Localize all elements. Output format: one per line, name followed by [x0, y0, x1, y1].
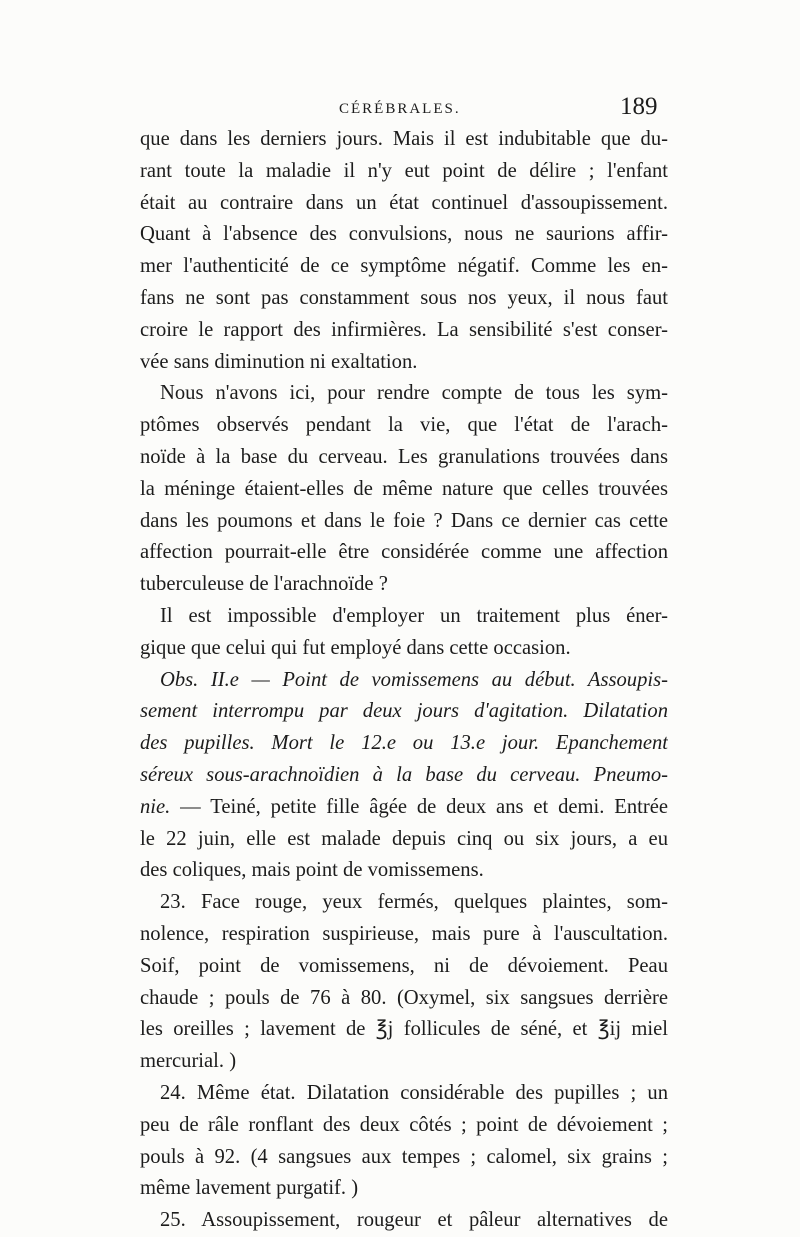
text-line: noïde à la base du cerveau. Les granulations trouvées dans	[140, 445, 668, 468]
text-line: dans les poumons et dans le foie ? Dans ce dernier cas cette	[140, 509, 668, 532]
text-line: même lavement purgatif. )	[140, 1177, 359, 1200]
text-line: 25. Assoupissement, rougeur et pâleur alternatives de	[160, 1209, 668, 1232]
text-line: des coliques, mais point de vomissemens.	[140, 859, 484, 882]
text-line: la méninge étaient-elles de même nature que celles trouvées	[140, 477, 668, 500]
text-line: mer l'authenticité de ce symptôme négatif. Comme les en-	[140, 255, 668, 278]
text-line: était au contraire dans un état continuel d'assoupissement.	[140, 191, 668, 214]
text-line: peu de râle ronflant des deux côtés ; point de dévoiement ;	[140, 1113, 668, 1136]
text-line: Nous n'avons ici, pour rendre compte de tous les sym-	[160, 382, 668, 405]
observation-heading-line: Obs. II.e — Point de vomissemens au début. Assoupis-	[160, 668, 668, 691]
text-line: que dans les derniers jours. Mais il est indubitable que du-	[140, 128, 668, 150]
text-line: affection pourrait-elle être considérée comme une affection	[140, 541, 668, 564]
observation-heading-line: des pupilles. Mort le 12.e ou 13.e jour. Epanchement	[140, 732, 668, 755]
running-title: CÉRÉBRALES.	[339, 101, 461, 117]
text-line: fans ne sont pas constamment sous nos yeux, il nous faut	[140, 286, 668, 309]
text-line: croire le rapport des infirmières. La sensibilité s'est conser-	[140, 318, 668, 341]
page-body	[140, 124, 668, 1237]
text-line	[140, 792, 668, 824]
observation-heading-line: sement interrompu par deux jours d'agitation. Dilatation	[140, 700, 668, 723]
text-line: 23. Face rouge, yeux fermés, quelques plaintes, som-	[160, 891, 668, 914]
text-line: ptômes observés pendant la vie, que l'état de l'arach-	[140, 414, 668, 437]
observation-text-start: — Teiné, petite fille âgée de deux ans et demi. Entrée	[170, 795, 668, 818]
text-line: chaude ; pouls de 76 à 80. (Oxymel, six sangsues derrière	[140, 986, 668, 1009]
text-line: gique que celui qui fut employé dans cette occasion.	[140, 636, 571, 659]
text-line: le 22 juin, elle est malade depuis cinq ou six jours, a eu	[140, 827, 668, 850]
text-line: rant toute la maladie il n'y eut point de délire ; l'enfant	[140, 159, 668, 182]
observation-heading-line: séreux sous-arachnoïdien à la base du cerveau. Pneumo-	[140, 763, 668, 786]
text-line: les oreilles ; lavement de ℥j follicules de séné, et ℥ij miel	[140, 1018, 668, 1041]
text-line: 24. Même état. Dilatation considérable des pupilles ; un	[160, 1081, 668, 1104]
text-line: pouls à 92. (4 sangsues aux tempes ; calomel, six grains ;	[140, 1145, 668, 1168]
text-line: mercurial. )	[140, 1050, 237, 1073]
text-line: Il est impossible d'employer un traitement plus éner-	[160, 604, 668, 627]
text-line: tuberculeuse de l'arachnoïde ?	[140, 573, 388, 596]
text-line: nolence, respiration suspirieuse, mais pure à l'auscultation.	[140, 922, 668, 945]
page-number: 189	[620, 93, 658, 120]
text-line: vée sans diminution ni exaltation.	[140, 350, 418, 373]
text-line: Soif, point de vomissemens, ni de dévoiement. Peau	[140, 954, 668, 977]
text-line: Quant à l'absence des convulsions, nous ne saurions affir-	[140, 223, 668, 246]
page-header	[0, 93, 800, 125]
observation-heading-end: nie.	[140, 795, 171, 818]
